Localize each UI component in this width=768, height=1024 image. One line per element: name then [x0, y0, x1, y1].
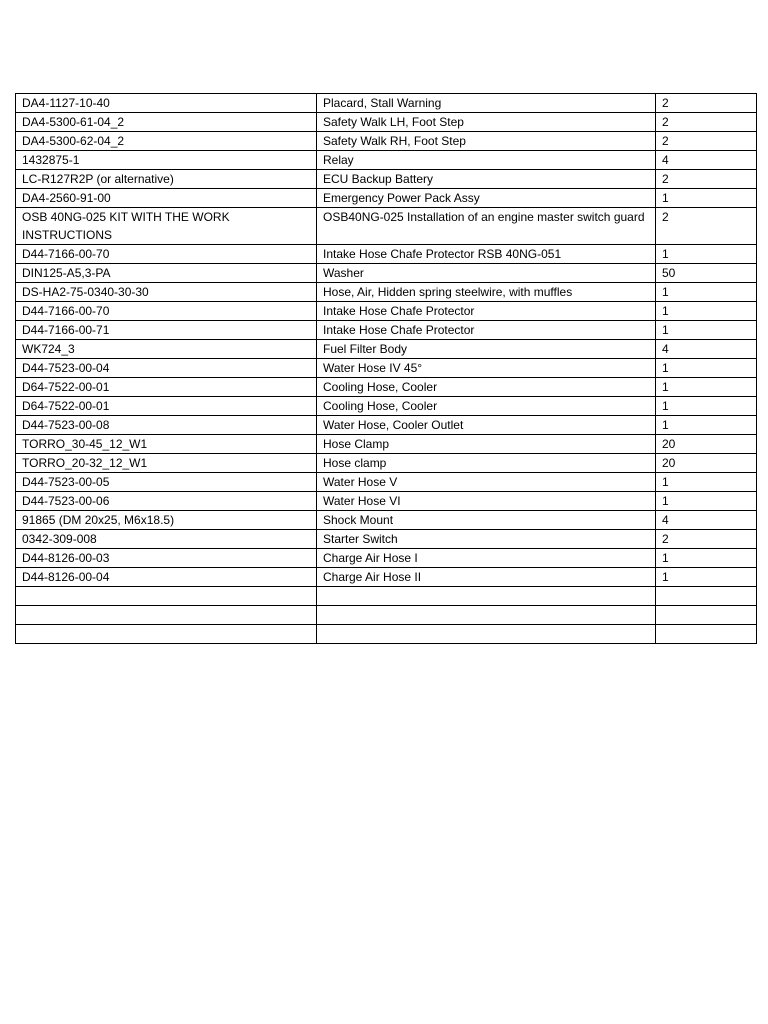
- description-cell: Relay: [317, 151, 656, 170]
- quantity-cell: 4: [656, 151, 757, 170]
- description-cell: ECU Backup Battery: [317, 170, 656, 189]
- quantity-cell: 1: [656, 492, 757, 511]
- description-cell: Cooling Hose, Cooler: [317, 397, 656, 416]
- part-number-cell: [16, 587, 317, 606]
- parts-list-body: [16, 94, 757, 644]
- table-row: [16, 189, 757, 208]
- part-number-cell: D44-8126-00-03: [16, 549, 317, 568]
- table-row: [16, 530, 757, 549]
- table-row: [16, 113, 757, 132]
- table-row: [16, 264, 757, 283]
- part-number-cell: DA4-2560-91-00: [16, 189, 317, 208]
- description-cell: [317, 587, 656, 606]
- table-row: [16, 454, 757, 473]
- table-row: [16, 473, 757, 492]
- part-number-cell: D64-7522-00-01: [16, 378, 317, 397]
- quantity-cell: 1: [656, 283, 757, 302]
- description-cell: OSB40NG-025 Installation of an engine master switch guard: [317, 208, 656, 245]
- table-row: [16, 208, 757, 245]
- quantity-cell: 1: [656, 321, 757, 340]
- part-number-cell: OSB 40NG-025 KIT WITH THE WORK INSTRUCTIONS: [16, 208, 317, 245]
- description-cell: Placard, Stall Warning: [317, 94, 656, 113]
- table-row: [16, 416, 757, 435]
- table-row: [16, 492, 757, 511]
- table-row: [16, 132, 757, 151]
- part-number-cell: [16, 625, 317, 644]
- quantity-cell: 1: [656, 568, 757, 587]
- description-cell: Hose, Air, Hidden spring steelwire, with muffles: [317, 283, 656, 302]
- part-number-cell: DIN125-A5,3-PA: [16, 264, 317, 283]
- description-cell: Safety Walk RH, Foot Step: [317, 132, 656, 151]
- description-cell: Starter Switch: [317, 530, 656, 549]
- quantity-cell: 2: [656, 94, 757, 113]
- parts-list-table: [15, 93, 757, 644]
- part-number-cell: TORRO_20-32_12_W1: [16, 454, 317, 473]
- quantity-cell: 1: [656, 302, 757, 321]
- description-cell: Water Hose IV 45°: [317, 359, 656, 378]
- table-row: [16, 151, 757, 170]
- quantity-cell: 1: [656, 416, 757, 435]
- quantity-cell: 2: [656, 208, 757, 245]
- part-number-cell: D44-7523-00-05: [16, 473, 317, 492]
- quantity-cell: 50: [656, 264, 757, 283]
- table-row: [16, 435, 757, 454]
- part-number-cell: DS-HA2-75-0340-30-30: [16, 283, 317, 302]
- description-cell: Hose Clamp: [317, 435, 656, 454]
- description-cell: Safety Walk LH, Foot Step: [317, 113, 656, 132]
- quantity-cell: 1: [656, 397, 757, 416]
- quantity-cell: 1: [656, 245, 757, 264]
- table-row: [16, 245, 757, 264]
- table-row: [16, 397, 757, 416]
- quantity-cell: [656, 625, 757, 644]
- table-row: [16, 568, 757, 587]
- part-number-cell: LC-R127R2P (or alternative): [16, 170, 317, 189]
- table-row: [16, 283, 757, 302]
- part-number-cell: 1432875-1: [16, 151, 317, 170]
- part-number-cell: D64-7522-00-01: [16, 397, 317, 416]
- description-cell: Intake Hose Chafe Protector RSB 40NG-051: [317, 245, 656, 264]
- description-cell: Intake Hose Chafe Protector: [317, 321, 656, 340]
- table-row: [16, 625, 757, 644]
- quantity-cell: 4: [656, 340, 757, 359]
- quantity-cell: 2: [656, 113, 757, 132]
- description-cell: [317, 606, 656, 625]
- description-cell: Washer: [317, 264, 656, 283]
- part-number-cell: 91865 (DM 20x25, M6x18.5): [16, 511, 317, 530]
- part-number-cell: D44-7523-00-06: [16, 492, 317, 511]
- part-number-cell: TORRO_30-45_12_W1: [16, 435, 317, 454]
- table-row: [16, 587, 757, 606]
- quantity-cell: [656, 606, 757, 625]
- table-row: [16, 340, 757, 359]
- description-cell: Charge Air Hose II: [317, 568, 656, 587]
- part-number-cell: D44-7166-00-70: [16, 302, 317, 321]
- quantity-cell: 2: [656, 132, 757, 151]
- part-number-cell: 0342-309-008: [16, 530, 317, 549]
- quantity-cell: 20: [656, 454, 757, 473]
- part-number-cell: WK724_3: [16, 340, 317, 359]
- description-cell: Shock Mount: [317, 511, 656, 530]
- table-row: [16, 321, 757, 340]
- description-cell: Cooling Hose, Cooler: [317, 378, 656, 397]
- quantity-cell: 1: [656, 359, 757, 378]
- table-row: [16, 94, 757, 113]
- table-row: [16, 359, 757, 378]
- description-cell: Emergency Power Pack Assy: [317, 189, 656, 208]
- part-number-cell: DA4-5300-62-04_2: [16, 132, 317, 151]
- quantity-cell: 1: [656, 549, 757, 568]
- table-row: [16, 549, 757, 568]
- part-number-cell: DA4-5300-61-04_2: [16, 113, 317, 132]
- description-cell: Water Hose VI: [317, 492, 656, 511]
- quantity-cell: [656, 587, 757, 606]
- description-cell: Charge Air Hose I: [317, 549, 656, 568]
- quantity-cell: 4: [656, 511, 757, 530]
- part-number-cell: D44-7523-00-04: [16, 359, 317, 378]
- description-cell: Fuel Filter Body: [317, 340, 656, 359]
- description-cell: Water Hose, Cooler Outlet: [317, 416, 656, 435]
- table-row: [16, 302, 757, 321]
- description-cell: [317, 625, 656, 644]
- description-cell: Water Hose V: [317, 473, 656, 492]
- part-number-cell: DA4-1127-10-40: [16, 94, 317, 113]
- quantity-cell: 2: [656, 170, 757, 189]
- table-row: [16, 170, 757, 189]
- table-row: [16, 606, 757, 625]
- table-row: [16, 511, 757, 530]
- part-number-cell: D44-7166-00-70: [16, 245, 317, 264]
- description-cell: Intake Hose Chafe Protector: [317, 302, 656, 321]
- quantity-cell: 1: [656, 189, 757, 208]
- quantity-cell: 20: [656, 435, 757, 454]
- quantity-cell: 1: [656, 473, 757, 492]
- part-number-cell: D44-7166-00-71: [16, 321, 317, 340]
- part-number-cell: D44-8126-00-04: [16, 568, 317, 587]
- description-cell: Hose clamp: [317, 454, 656, 473]
- table-row: [16, 378, 757, 397]
- quantity-cell: 1: [656, 378, 757, 397]
- quantity-cell: 2: [656, 530, 757, 549]
- part-number-cell: D44-7523-00-08: [16, 416, 317, 435]
- part-number-cell: [16, 606, 317, 625]
